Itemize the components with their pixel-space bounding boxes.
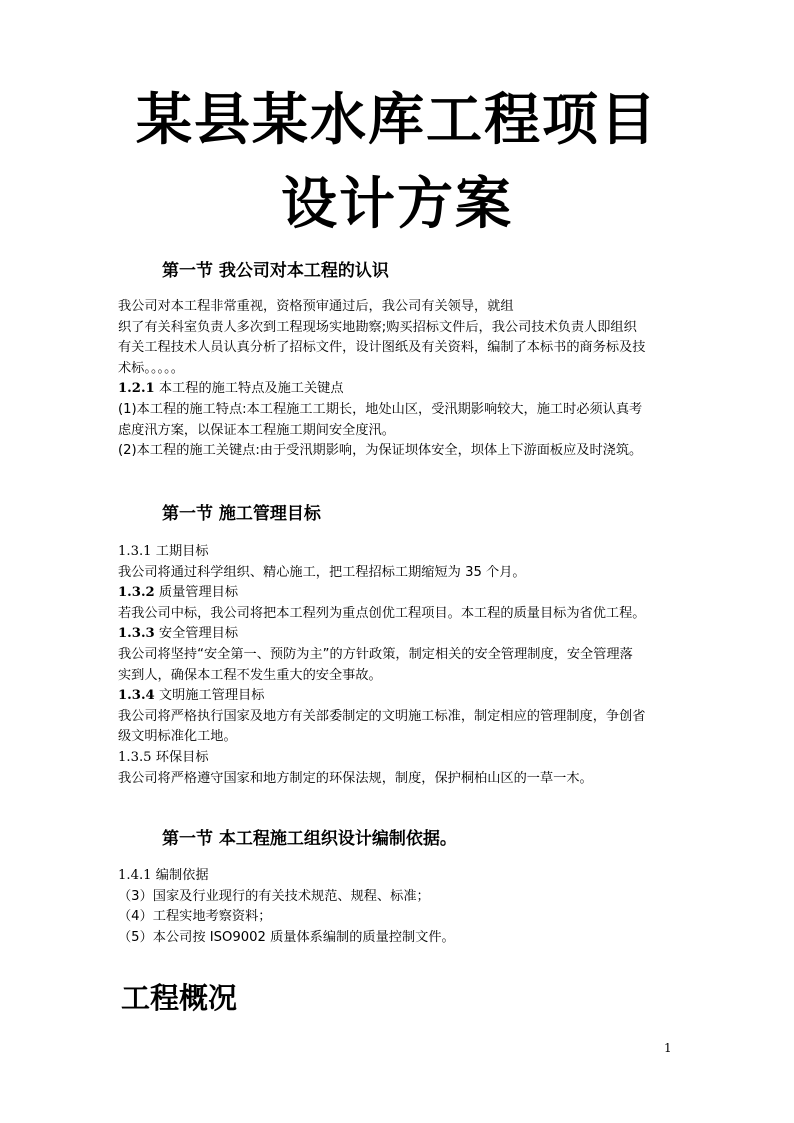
- list-text: 国家及行业现行的有关技术规范、规程、标准；: [152, 888, 430, 904]
- paragraph-line: 我公司将严格执行国家及地方有关部委制定的文明施工标准，制定相应的管理制度，争创省: [118, 708, 646, 724]
- list-text: 工程实地考察资料；: [152, 909, 272, 925]
- paragraph-line: 级文明标准化工地。: [118, 729, 237, 745]
- subsection-number: 1.3.3: [118, 626, 155, 642]
- paragraph-line: 实到人，确保本工程不发生重大的安全事故。: [118, 667, 382, 683]
- list-item: [118, 887, 680, 908]
- paragraph-line: 织了有关科室负责人多次到工程现场实地勘察;购买招标文件后，我公司技术负责人即组织: [118, 319, 637, 335]
- section-2-body: [118, 542, 680, 789]
- subsection-number: 1.3.2: [118, 585, 155, 601]
- subsection-title: 编制依据: [155, 868, 209, 883]
- subsection-1-3-5: [118, 748, 680, 769]
- section-3-heading: 第一节 本工程施工组织设计编制依据。: [162, 829, 457, 849]
- paragraph-line: 我公司将坚持“安全第一、预防为主”的方针政策，制定相关的安全管理制度，安全管理落: [118, 646, 633, 662]
- section-1-body: [118, 297, 680, 462]
- document-title-line-1: 某县某水库工程项目: [136, 87, 658, 153]
- page-number: 1: [664, 1041, 672, 1055]
- subsection-title: 工期目标: [155, 544, 209, 559]
- subsection-number: 1.3.4: [118, 688, 155, 704]
- list-marker: （5）: [118, 929, 153, 945]
- subsection-number: 1.4.1: [118, 868, 152, 883]
- paragraph-line: 有关工程技术人员认真分析了招标文件，设计图纸及有关资料，编制了本标书的商务标及技: [118, 340, 646, 356]
- paragraph-line: (2)本工程的施工关键点:由于受汛期影响，为保证坝体安全，坝体上下游面板应及时浇筑。: [118, 443, 643, 459]
- subsection-number: 1.3.5: [118, 749, 152, 765]
- subsection-1-2-1: [118, 379, 680, 400]
- document-title-line-2: 设计方案: [281, 171, 513, 237]
- paragraph-line: (1)本工程的施工特点:本工程施工工期长，地处山区，受汛期影响较大，施工时必须认真考: [118, 401, 643, 417]
- subsection-1-3-3: [118, 624, 680, 645]
- paragraph-line: 虑度汛方案，以保证本工程施工期间安全度汛。: [118, 422, 395, 438]
- subsection-1-3-1: [118, 542, 680, 563]
- subsection-title: 文明施工管理目标: [158, 688, 265, 704]
- subsection-title: 质量管理目标: [158, 585, 239, 601]
- paragraph-line: 我公司将通过科学组织、精心施工，把工程招标工期缩短为 35 个月。: [118, 564, 526, 580]
- list-marker: （3）: [118, 888, 153, 904]
- subsection-1-3-4: [118, 686, 680, 707]
- subsection-1-4-1: [118, 866, 680, 887]
- subsection-1-3-2: [118, 583, 680, 604]
- chapter-heading: 工程概况: [121, 981, 238, 1015]
- list-item: [118, 907, 680, 928]
- paragraph-line: 术标。。。。。: [118, 360, 184, 376]
- subsection-number: 1.2.1: [118, 381, 155, 397]
- paragraph-line: 我公司将严格遵守国家和地方制定的环保法规，制度，保护桐柏山区的一草一木。: [118, 770, 593, 786]
- paragraph-line: 我公司对本工程非常重视，资格预审通过后，我公司有关领导，就组: [118, 299, 514, 314]
- subsection-title: 环保目标: [155, 749, 209, 765]
- subsection-title: 安全管理目标: [158, 626, 239, 642]
- section-3-body: [118, 866, 680, 948]
- subsection-title: 本工程的施工特点及施工关键点: [158, 381, 344, 397]
- list-text: 本公司按 ISO9002 质量体系编制的质量控制文件。: [152, 929, 455, 945]
- list-item: [118, 928, 680, 949]
- subsection-number: 1.3.1: [118, 544, 152, 559]
- section-2-heading: 第一节 施工管理目标: [162, 504, 321, 524]
- paragraph-line: 若我公司中标，我公司将把本工程列为重点创优工程项目。本工程的质量目标为省优工程。: [118, 605, 646, 621]
- section-1-heading: 第一节 我公司对本工程的认识: [162, 261, 389, 281]
- list-marker: （4）: [118, 909, 153, 925]
